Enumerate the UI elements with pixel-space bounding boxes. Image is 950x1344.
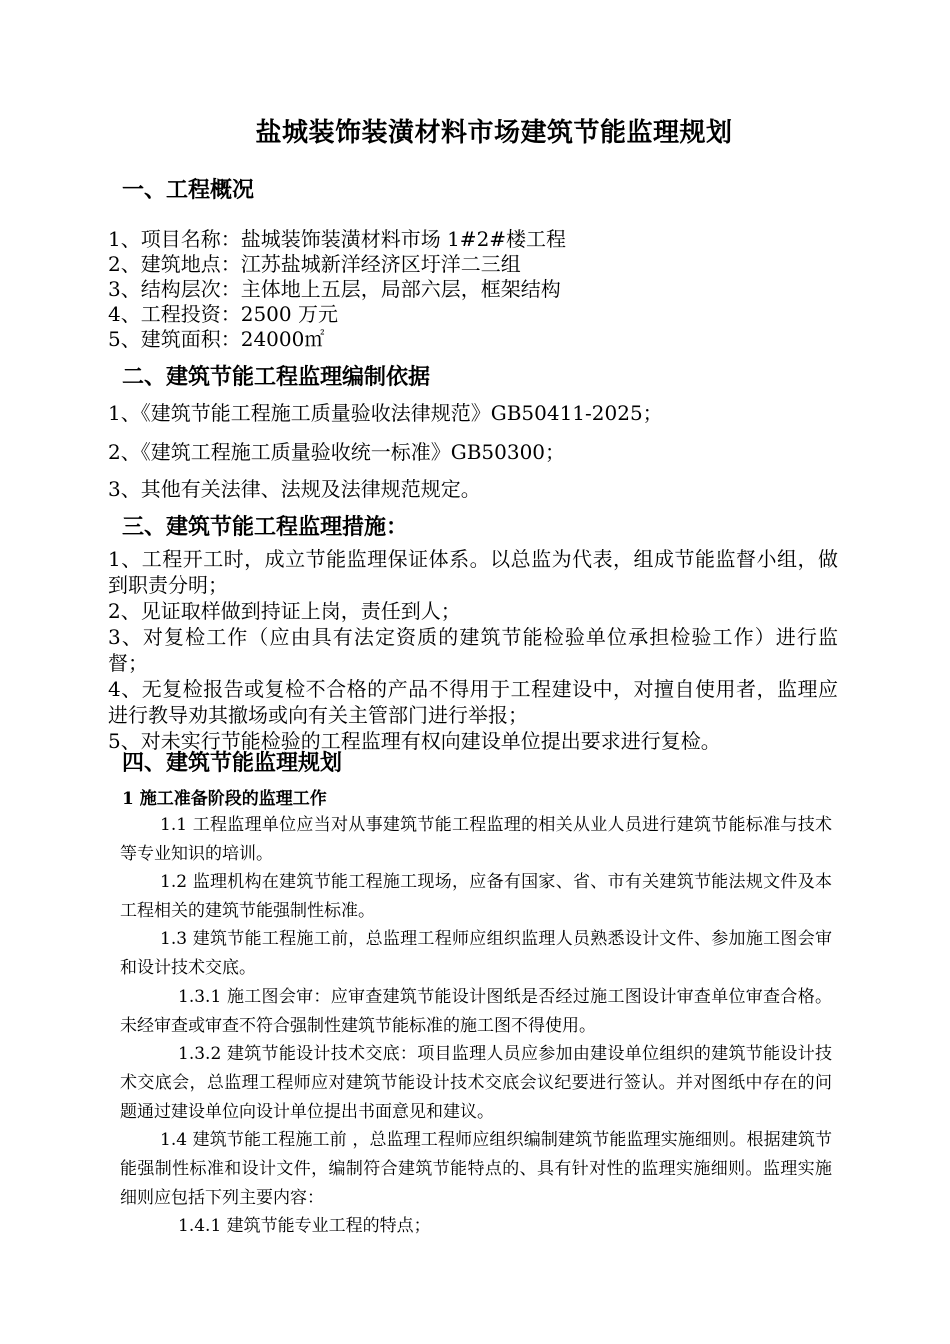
measure-item: 2、见证取样做到持证上岗，责任到人； (108, 599, 461, 623)
measure-item: 3、对复检工作（应由具有法定资质的建筑节能检验单位承担检验工作）进行监督； (108, 625, 838, 675)
overview-item: 2、建筑地点：江苏盐城新洋经济区圩洋二三组 (108, 252, 521, 276)
document-title: 盐城装饰装潢材料市场建筑节能监理规划 (255, 118, 733, 148)
plan-paragraph: 1.1 工程监理单位应当对从事建筑节能工程监理的相关从业人员进行建筑节能标准与技术等专业知识的培训。 (120, 815, 832, 864)
overview-item: 3、结构层次：主体地上五层，局部六层，框架结构 (108, 277, 561, 301)
measure-item: 4、无复检报告或复检不合格的产品不得用于工程建设中，对擅自使用者，监理应进行教导劝其撤场或向有关主管部门进行举报； (108, 677, 838, 727)
overview-item: 4、工程投资：2500 万元 (108, 302, 338, 326)
plan-paragraph: 1.3.2 建筑节能设计技术交底：项目监理人员应参加由建设单位组织的建筑节能设计技术交底会，总监理工程师应对建筑节能设计技术交底会议纪要进行签认。并对图纸中存在的问题通过建设单位向设计单位提出书面意见和建议。 (120, 1044, 832, 1122)
basis-item: 3、其他有关法律、法规及法律规范规定。 (108, 477, 481, 501)
overview-item: 1、项目名称：盐城装饰装潢材料市场 1#2#楼工程 (108, 227, 567, 251)
plan-paragraph: 1.3 建筑节能工程施工前，总监理工程师应组织监理人员熟悉设计文件、参加施工图会审和设计技术交底。 (120, 929, 832, 978)
section-heading-overview: 一、工程概况 (122, 177, 255, 203)
plan-paragraph: 1.2 监理机构在建筑节能工程施工现场，应备有国家、省、市有关建筑节能法规文件及本工程相关的建筑节能强制性标准。 (120, 872, 832, 921)
measure-item: 1、工程开工时，成立节能监理保证体系。以总监为代表，组成节能监督小组，做到职责分明； (108, 547, 838, 597)
section-heading-measures: 三、建筑节能工程监理措施： (122, 514, 409, 540)
measures-list (108, 546, 838, 754)
section-heading-basis: 二、建筑节能工程监理编制依据 (122, 364, 431, 390)
plan-paragraph: 1.3.1 施工图会审：应审查建筑节能设计图纸是否经过施工图设计审查单位审查合格。未经审查或审查不符合强制性建筑节能标准的施工图不得使用。 (120, 987, 832, 1036)
measure-item: 5、对未实行节能检验的工程监理有权向建设单位提出要求进行复检。 (108, 729, 721, 753)
basis-item: 2、《建筑工程施工质量验收统一标准》GB50300； (108, 440, 566, 464)
subsection-heading-preparation: 1 施工准备阶段的监理工作 (122, 789, 327, 809)
section-heading-plan: 四、建筑节能监理规划 (122, 750, 343, 776)
plan-paragraph: 1.4 建筑节能工程施工前 ，总监理工程师应组织编制建筑节能监理实施细则。根据建筑节能强制性标准和设计文件，编制符合建筑节能特点的、具有针对性的监理实施细则。监理实施细则应包括下列主要内容： (120, 1130, 832, 1208)
plan-paragraph: 1.4.1 建筑节能专业工程的特点； (178, 1216, 431, 1236)
basis-item: 1、《建筑节能工程施工质量验收法律规范》GB50411-2025； (108, 401, 663, 425)
overview-item: 5、建筑面积：24000㎡ (108, 327, 325, 351)
